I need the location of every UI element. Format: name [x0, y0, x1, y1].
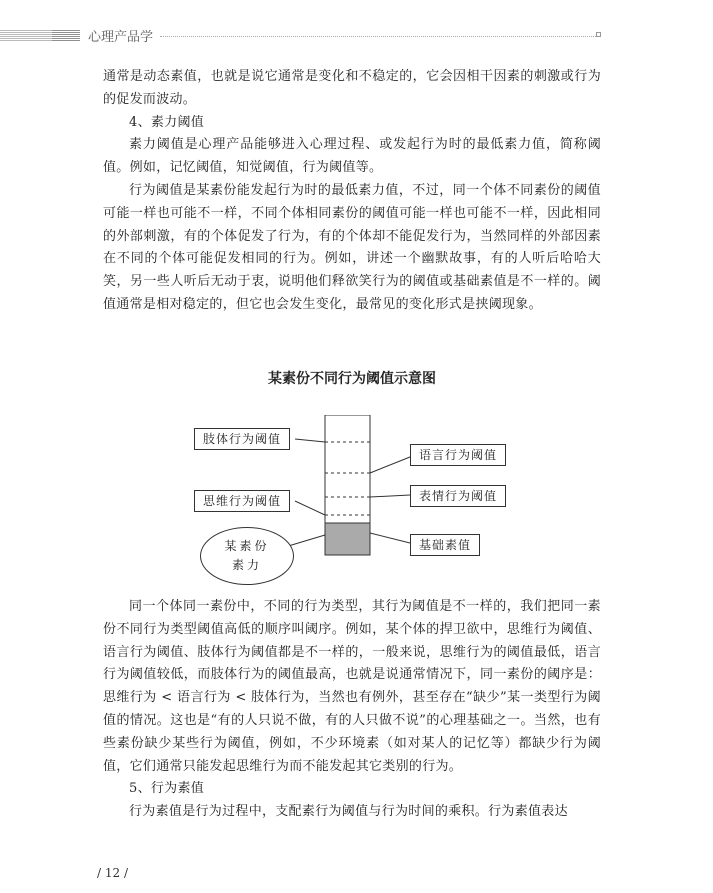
section-heading: 4、素力阈值	[129, 114, 205, 130]
figure-title: 某素份不同行为阈值示意图	[268, 371, 436, 387]
connector-language	[370, 455, 415, 473]
label-expression-threshold: 表情行为阈值	[410, 485, 506, 507]
paragraph: 行为素值是行为过程中，支配素行为阈值与行为时间的乘积。行为素值表达	[129, 804, 568, 820]
label-base-value: 基础素值	[410, 534, 480, 556]
paragraph: 通常是动态素值，也就是说它通常是变化和不稳定的，它会因相干因素的刺激或行为的促发而波动。	[103, 69, 601, 107]
connector-body	[295, 439, 325, 442]
base-value-block	[325, 523, 370, 555]
running-head: 心理产品学	[88, 30, 154, 45]
section-heading: 5、行为素值	[129, 781, 205, 797]
label-language-threshold: 语言行为阈值	[410, 444, 506, 466]
connector-expression	[370, 495, 410, 497]
ellipse-line-1: 某素份	[224, 539, 270, 553]
paragraph: 行为阈值是某素份能发起行为时的最低素力值，不过，同一个体不同素份的阈值可能一样也可能不一样，不同个体相同素份的阈值可能一样也可能不一样，因此相同的外部刺激，有的个体促发了行为，有的个体却不能促发行为，当然同样的外部因素在不同的个体可能促发相同的行为。例如，讲述一个幽默故事，有的人听后哈哈大笑，另一些人听后无动于衷，说明他们释欲笑行为的阈值或基础素值是不一样的。阈值通常是相对稳定的，但它也会发生变化，最常见的变化形式是挟阈现象。	[103, 182, 601, 312]
element-strength-ellipse	[200, 527, 294, 585]
label-body-threshold: 肢体行为阈值	[194, 428, 290, 450]
connector-base	[370, 533, 410, 543]
body-text-top	[103, 66, 601, 317]
body-text-bottom	[103, 596, 601, 824]
connector-thinking	[295, 501, 325, 515]
header-dotted-rule	[160, 36, 596, 37]
page-number: / 12 /	[97, 866, 128, 880]
paragraph: 同一个体同一素份中，不同的行为类型，其行为阈值是不一样的，我们把同一素份不同行为类型阈值高低的顺序叫阈序。例如，某个体的捍卫欲中，思维行为阈值、语言行为阈值、肢体行为阈值都是不一样的，一般来说，思维行为的阈值最低，语言行为阈值较低，而肢体行为的阈值最高，也就是说通常情况下，同一素份的阈序是：思维行为 < 语言行为 < 肢体行为，当然也有例外，甚至存在“缺少”某一类型行为阈值的情况。这也是“有的人只说不做，有的人只做不说”的心理基础之一。当然，也有些素份缺少某些行为阈值，例如，不少环境素（如对某人的记忆等）都缺少行为阈值，它们通常只能发起思维行为而不能发起其它类别的行为。	[103, 599, 601, 774]
label-thinking-threshold: 思维行为阈值	[194, 490, 290, 512]
paragraph: 素力阈值是心理产品能够进入心理过程、或发起行为时的最低素力值，简称阈值。例如，记忆阈值，知觉阈值，行为阈值等。	[103, 137, 601, 176]
ellipse-line-2: 素力	[231, 558, 262, 572]
threshold-diagram	[185, 415, 525, 605]
header-end-mark	[596, 32, 601, 37]
header-decoration	[0, 30, 80, 42]
